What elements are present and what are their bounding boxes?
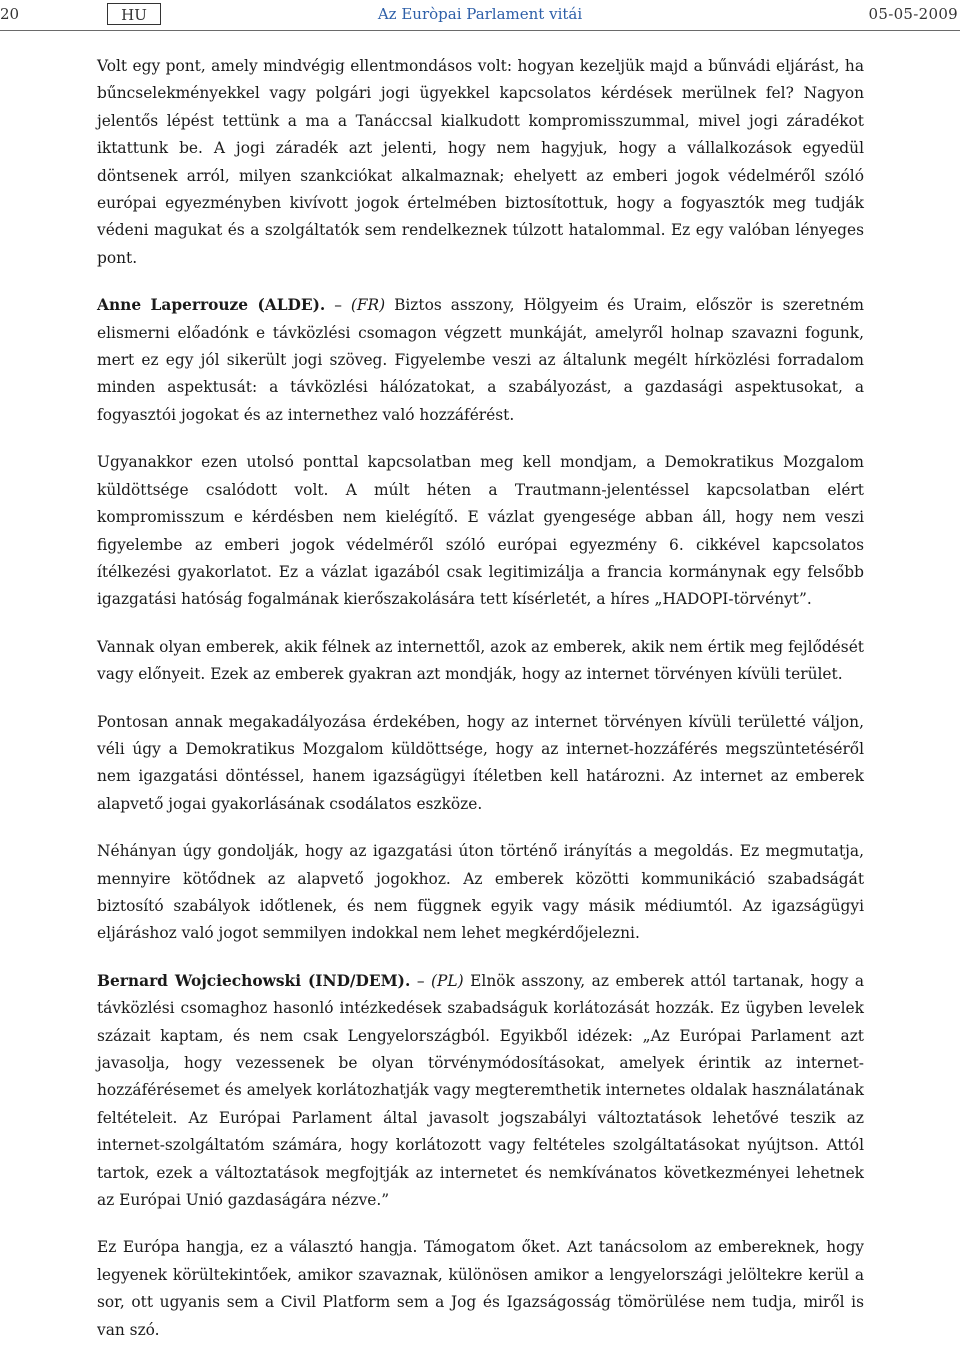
journal-title: Az Euròpai Parlament vitái — [377, 5, 583, 23]
paragraph-text: Ugyanakkor ezen utolsó ponttal kapcsolatban meg kell mondjam, a Demokratikus Mozgalom küldöttsége csalódott volt. A múlt héten a Trautmann-jelentéssel kapcsolatban elért kompromisszum e kérdésben nem kielégítő. E vázlat gyengesége abban áll, hogy nem veszi figyelembe az emberi jogok védelméről szóló európai egyezmény 6. cikkével kapcsolatos ítélkezési gyakorlatot. Ez a vázlat igazából csak legitimizálja a francia kormánynak egy felsőbb igazgatási hatóság fogalmának kierőszakolására tett kísérletét, a híres „HADOPI-törvényt”. — [97, 453, 864, 609]
speech-language-tag: (PL) — [431, 971, 464, 990]
paragraph-7-speech — [97, 968, 864, 1215]
paragraph-3 — [97, 449, 864, 613]
document-body — [97, 53, 864, 1364]
paragraph-text: Vannak olyan emberek, akik félnek az internettől, azok az emberek, akik nem értik meg fejlődését vagy előnyeit. Ezek az emberek gyakran azt mondják, hogy az internet törvényen kívüli terület. — [97, 637, 864, 684]
paragraph-text: Biztos asszony, Hölgyeim és Uraim, először is szeretném elismerni előadónk e távközlési csomagon végzett munkáját, amelyről holnap szavazni fogunk, mert ez egy jól sikerült jogi szöveg. Figyelembe veszi az általunk megélt hírközlési forradalom minden aspektusát: a távközlési hálózatokat, a szabályozást, a gazdasági aspektusokat, a fogyasztói jogokat és az internethez való hozzáférést. — [97, 296, 864, 424]
speech-dash: – — [325, 296, 351, 315]
speech-language-tag: (FR) — [350, 296, 386, 315]
page-header — [0, 0, 960, 31]
paragraph-2-speech — [97, 292, 864, 429]
paragraph-text: Elnök asszony, az emberek attól tartanak, hogy a távközlési csomaghoz hasonló intézkedések szabadságuk korlátozását hozzák. Ez ügyben levelek százait kaptam, és nem csak Lengyelországból. Egyikből idézek: „Az Európai Parlament azt javasolja, hogy vezessenek be olyan törvénymódosításokat, amelyek érintik az internet-hozzáférésemet és amelyek korlátozhatják vagy megteremthetik internetes oldalak használatának feltételeit. Az Európai Parlament által javasolt jogszabályi változtatások lehetővé teszik az internet-szolgáltatóm számára, hogy korlátozott vagy feltételes szolgáltatásokat nyújtson. Attól tartok, ezek a változtatások megfojtják az internetet és nemkívánatos következményei lehetnek az Európai Unió gazdaságára nézve.” — [97, 971, 864, 1210]
paragraph-text: Pontosan annak megakadályozása érdekében, hogy az internet törvényen kívüli területté váljon, véli úgy a Demokratikus Mozgalom küldöttsége, hogy az internet-hozzáférés megszüntetéséről nem igazgatási döntéssel, hanem igazságügyi ítéletben kell határozni. Az internet az emberek alapvető jogai gyakorlásának csodálatos eszköze. — [97, 712, 864, 813]
speaker-name: Anne Laperrouze (ALDE). — [97, 296, 326, 315]
speaker-name: Bernard Wojciechowski (IND/DEM). — [97, 971, 411, 990]
paragraph-text: Volt egy pont, amely mindvégig ellentmondásos volt: hogyan kezeljük majd a bűnvádi eljárást, ha bűncselekményekkel vagy polgári jogi ügyekkel kapcsolatos kérdések merülnek fel? Nagyon jelentős lépést tettünk a ma a Tanáccsal kialkudott kompromisszummal, mivel jogi záradékot iktattunk be. A jogi záradék azt jelenti, hogy nem hagyjuk, hogy a vállalkozások egyedül döntsenek arról, milyen szankciókat alkalmaznak; ehelyett az emberi jogok védelméről szóló európai egyezményben kivívott jogok értelmében biztosítottuk, hogy a fogyasztók meg tudják védeni magukat és a szolgáltatók sem rendelkeznek túlzott hatalommal. Ez egy valóban lényeges pont. — [97, 57, 864, 267]
paragraph-8 — [97, 1234, 864, 1344]
language-code-box: HU — [107, 3, 161, 25]
paragraph-5 — [97, 709, 864, 819]
paragraph-6 — [97, 838, 864, 948]
paragraph-text: Néhányan úgy gondolják, hogy az igazgatási úton történő irányítás a megoldás. Ez megmutatja, mennyire kötődnek az alapvető jogokhoz. Az emberek közötti kommunikáció szabadságát biztosító szabályok időtlenek, és nem függnek egyik vagy másik médiumtól. Az igazságügyi eljáráshoz való jogot semmilyen indokkal nem lehet megkérdőjelezni. — [97, 842, 864, 943]
paragraph-4 — [97, 634, 864, 689]
speech-dash: – — [410, 971, 432, 990]
header-date: 05-05-2009 — [868, 5, 958, 23]
paragraph-text: Ez Európa hangja, ez a választó hangja. Támogatom őket. Azt tanácsolom az embereknek, hogy legyenek körültekintőek, amikor szavaznak, különösen amikor a lengyelországi jelöltekre kerül a sor, ott ugyanis sem a Civil Platform sem a Jog és Igazságosság tömörülése nem tudja, miről is van szó. — [97, 1238, 864, 1339]
paragraph-1 — [97, 53, 864, 272]
page-number: 20 — [0, 5, 20, 23]
